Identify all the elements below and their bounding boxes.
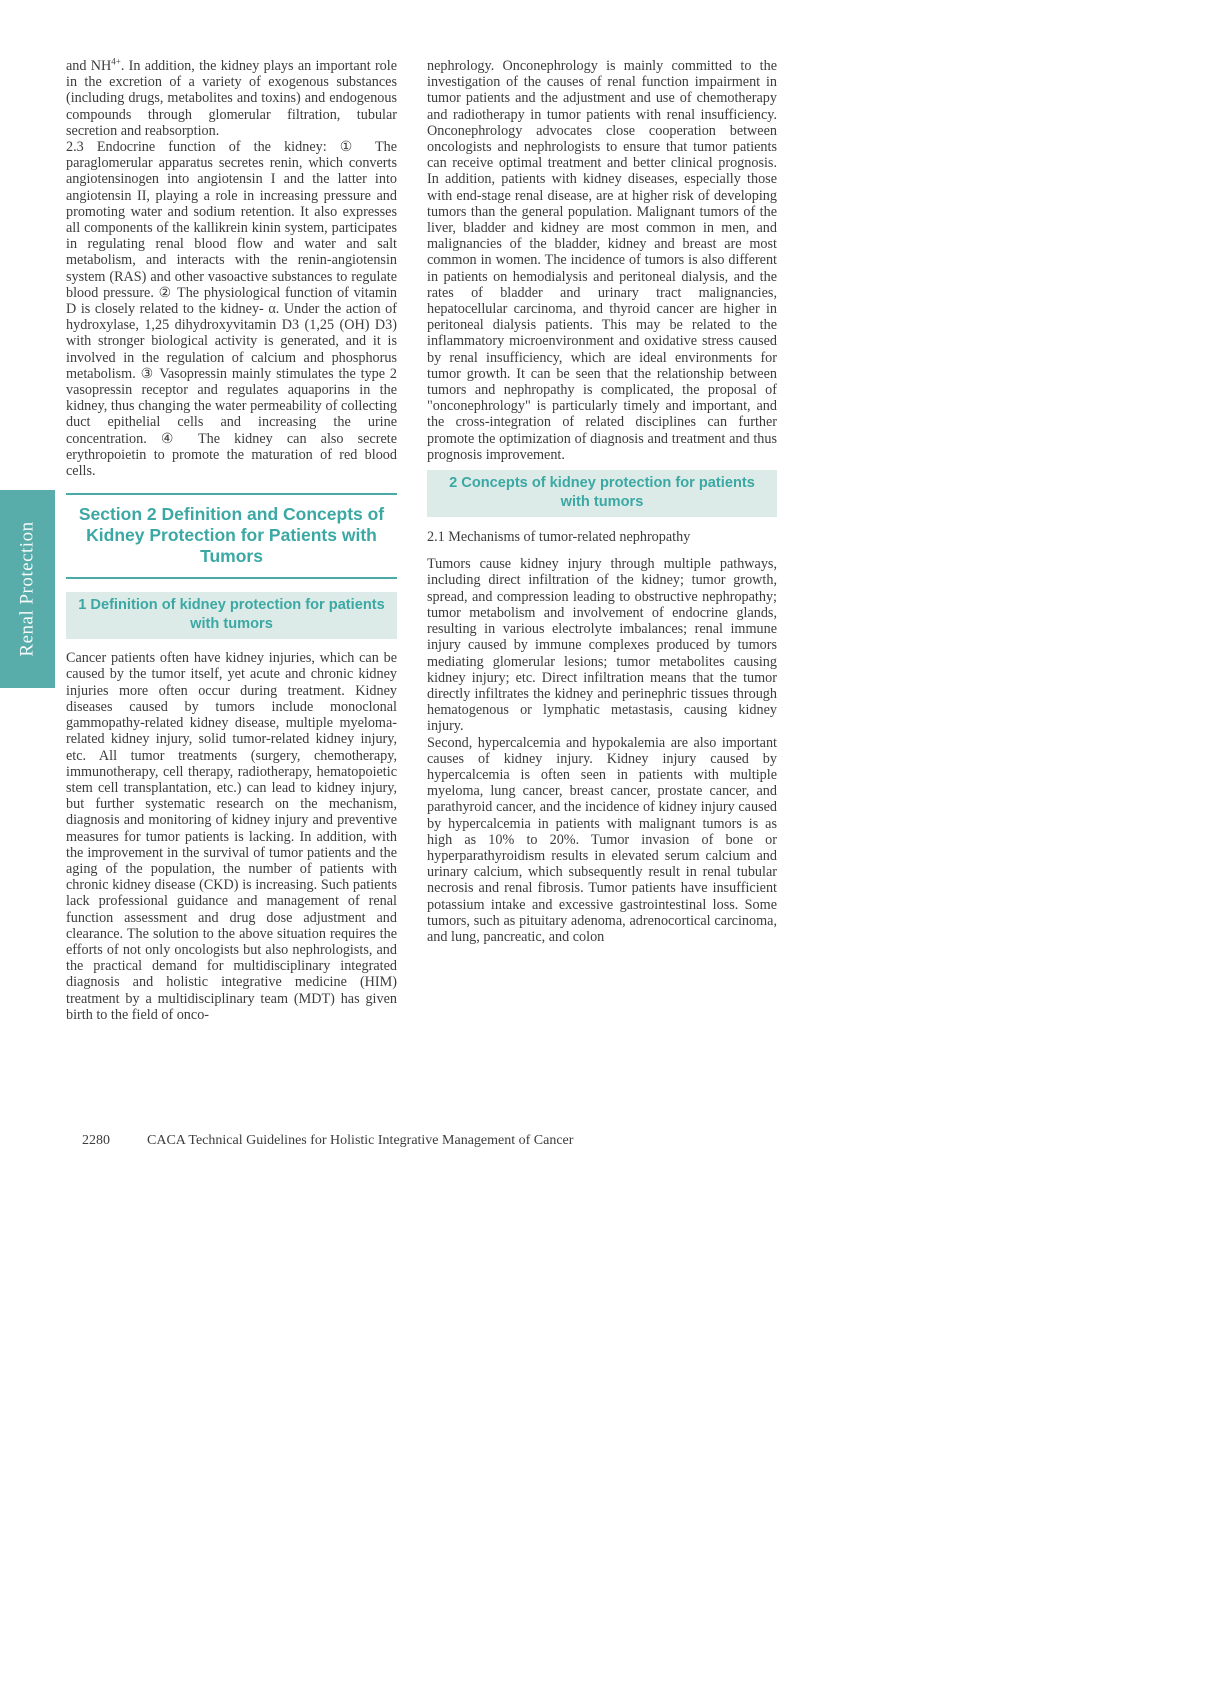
- paragraph-endocrine-function: 2.3 Endocrine function of the kidney: ① The paraglomerular apparatus secretes renin, which converts angiotensinogen into angiotensin I and the latter into angiotensin II, playing a role in increasing pressure and promoting water and sodium retention. It also expresses all components of the kallikrein kinin system, participates in regulating renal blood flow and water and salt metabolism, and interacts with the renin-angiotensin system (RAS) and other vasoactive substances to regulate blood pressure. ② The physiological function of vitamin D is closely related to the kidney- α. Under the action of hydroxylase, 1,25 dihydroxyvitamin D3 (1,25 (OH) D3) with stronger biological activity is generated, and it is involved in the regulation of calcium and phosphorus metabolism. ③ Vasopressin mainly stimulates the type 2 vasopressin receptor and regulates aquaporins in the kidney, thus changing the water permeability of collecting duct epithelial cells and increasing the urine concentration. ④ The kidney can also secrete erythropoietin to promote the maturation of red blood cells.: [66, 139, 397, 480]
- superscript-nh4: 4+: [111, 56, 121, 67]
- left-column: [66, 58, 397, 1023]
- paragraph-text: . In addition, the kidney plays an important role in the excretion of a variety of exogenous substances (including drugs, metabolites and toxins) and endogenous compounds through glomerular filtration, tubular secretion and reabsorption.: [66, 58, 397, 139]
- paragraph-renal-excretion: [66, 58, 397, 139]
- page-number: 2280: [82, 1133, 110, 1148]
- running-title: CACA Technical Guidelines for Holistic Integrative Management of Cancer: [147, 1133, 574, 1148]
- chapter-tab-label: Renal Protection: [16, 521, 38, 657]
- subsection-2-heading: 2 Concepts of kidney protection for patients with tumors: [427, 470, 777, 517]
- paragraph-onconephrology: nephrology. Onconephrology is mainly committed to the investigation of the causes of renal function impairment in tumor patients and the adjustment and use of chemotherapy and radiotherapy in tumor patients with renal insufficiency. Onconephrology advocates close cooperation between oncologists and nephrologists to ensure that tumor patients can receive optimal treatment and better clinical prognosis. In addition, patients with kidney diseases, especially those with end-stage renal disease, are at higher risk of developing tumors than the general population. Malignant tumors of the liver, bladder and kidney are most common in men, and malignancies of the bladder, kidney and breast are most common in women. The incidence of tumors is also different in patients on hemodialysis and peritoneal dialysis, and the rates of bladder and urinary tract malignancies, hepatocellular carcinoma, and thyroid cancer are higher in peritoneal dialysis patients. This may be related to the inflammatory microenvironment and oxidative stress caused by renal insufficiency, which are ideal environments for tumor growth. It can be seen that the relationship between tumors and nephropathy is complicated, the proposal of "onconephrology" is particularly timely and important, and the cross-integration of related disciplines can further promote the optimization of diagnosis and treatment and thus prognosis improvement.: [427, 58, 777, 463]
- chapter-tab: [0, 490, 55, 688]
- paragraph-tumor-injury-pathways: Tumors cause kidney injury through multiple pathways, including direct infiltration of the kidney; tumor growth, spread, and compression leading to obstructive nephropathy; tumor metabolism and involvement of endocrine glands, resulting in various electrolyte imbalances; renal immune injury caused by immune complexes produced by tumors mediating glomerular lesions; tumor metabolites causing kidney injury; etc. Direct infiltration means that the tumor directly infiltrates the kidney and perinephric tissues through hematogenous or lymphatic metastasis, causing kidney injury.: [427, 556, 777, 735]
- paragraph-hypercalcemia-hypokalemia: Second, hypercalcemia and hypokalemia are also important causes of kidney injury. Kidney injury caused by hypercalcemia is often seen in patients with multiple myeloma, lung cancer, breast cancer, prostate cancer, and parathyroid cancer, and the incidence of kidney injury caused by hypercalcemia in patients with malignant tumors is as high as 10% to 20%. Tumor invasion of bone or hyperparathyroidism results in elevated serum calcium and urinary calcium, which subsequently result in renal tubular necrosis and renal fibrosis. Tumor patients have insufficient potassium intake and excessive gastrointestinal loss. Some tumors, such as pituitary adenoma, adrenocortical carcinoma, and lung, pancreatic, and colon: [427, 734, 777, 945]
- subsection-1-heading: 1 Definition of kidney protection for patients with tumors: [66, 592, 397, 639]
- section-2-heading: Section 2 Definition and Concepts of Kidney Protection for Patients with Tumors: [66, 493, 397, 579]
- paragraph-text: and NH: [66, 58, 112, 74]
- subheading-2-1-mechanisms: 2.1 Mechanisms of tumor-related nephropathy: [427, 529, 691, 546]
- paragraph-definition-kidney-protection: Cancer patients often have kidney injuries, which can be caused by the tumor itself, yet acute and chronic kidney injuries more often occur during treatment. Kidney diseases caused by tumors include monoclonal gammopathy-related kidney disease, multiple myeloma-related kidney injury, solid tumor-related kidney injury, etc. All tumor treatments (surgery, chemotherapy, immunotherapy, cell therapy, radiotherapy, hematopoietic stem cell transplantation, etc.) can lead to kidney injury, but further systematic research on the mechanism, diagnosis and monitoring of kidney injury and preventive measures for tumor patients is lacking. In addition, with the improvement in the survival of tumor patients and the aging of the population, the number of patients with chronic kidney disease (CKD) is increasing. Such patients lack professional guidance and management of renal function assessment and drug dose adjustment and clearance. The solution to the above situation requires the efforts of not only oncologists but also nephrologists, and the practical demand for multidisciplinary integrated diagnosis and holistic integrative medicine (HIM) treatment by a multidisciplinary team (MDT) has given birth to the field of onco-: [66, 650, 397, 1023]
- right-column: [427, 58, 777, 945]
- page-footer: [66, 1133, 766, 1149]
